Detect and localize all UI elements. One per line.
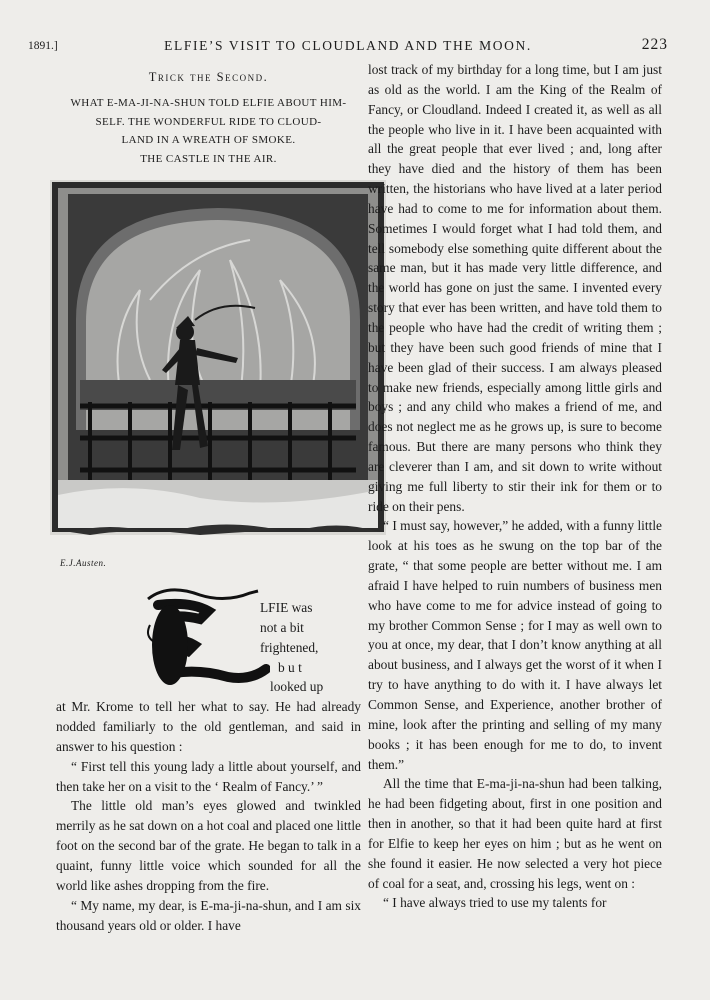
drop-line: not a bit	[260, 619, 304, 635]
paragraph: “ My name, my dear, is E-ma-ji-na-shun, and I am six thousand years old or older. I have	[56, 897, 361, 933]
page-number: 223	[641, 36, 668, 53]
header-title: ELFIE’S VISIT TO CLOUDLAND AND THE MOON.	[164, 38, 532, 53]
drop-line: b u t	[278, 659, 302, 675]
fireplace-illustration	[50, 180, 386, 535]
drop-line: looked up	[270, 679, 324, 695]
subhead-line: THE CASTLE IN THE AIR.	[140, 152, 277, 165]
running-header	[28, 36, 668, 58]
section-title: Trick the Second.	[148, 70, 269, 84]
section-subhead	[56, 94, 361, 168]
illustrator-signature: E.J.Austen.	[60, 558, 107, 568]
paragraph: The little old man’s eyes glowed and twinkled merrily as he sat down on a hot coal and placed one little foot on the second bar of the grate. He began to talk in a quaint, funny little voice which sounded for all the world like ashes dropping from the fire.	[56, 798, 361, 893]
right-column	[368, 60, 662, 913]
paragraph: lost track of my birthday for a long time, but I am just as old as the world. I am the King of the Realm of Fancy, or Cloudland. Indeed I created it, as well as all the people who live in it. I have been acquainted with all the great people that ever lived ; and, long after they have died and the history of them has been written, the historians who have lived at a later period have had to come to me for information about them. Sometimes I would forget what I had told them, and tell somebody else something quite different about the same man, but it has made very little difference, and the world has gone on just the same. I invented every story that ever has been written, and have told them to the people who have had the credit of writing them ; but they have been such good friends of mine that I have been glad of their success. I am always pleased to make new friends, especially among little girls and boys ; and any child who makes a friend of me, and does not neglect me as he grows up, is sure to become famous. But there are many persons who think they are cleverer than I am, and sit down to write without giving me full liberty to stir their ink for them or to ride on their pens.	[368, 62, 662, 514]
subhead-line: SELF. THE WONDERFUL RIDE TO CLOUD-	[95, 115, 322, 128]
drop-line: LFIE was	[260, 600, 313, 615]
paragraph: All the time that E-ma-ji-na-shun had been talking, he had been fidgeting about, first in one position and then in another, so that it had been quite hard at first for Elfie to keep her eyes on him ; but as he went on she found it easier. He now selected a very hot piece of coal for a seat, and, crossing his legs, went on :	[368, 776, 662, 891]
paragraph: “ First tell this young lady a little about yourself, and then take her on a visit to the ‘ Realm of Fancy.’ ”	[56, 758, 361, 794]
left-column-top	[56, 68, 361, 168]
drop-line: frightened,	[260, 639, 319, 655]
drop-paragraph-rest: at Mr. Krome to tell her what to say. He had already nodded familiarly to the old gentleman, and said in answer to his question :	[56, 699, 361, 754]
paragraph: “ I have always tried to use my talents for	[383, 895, 607, 911]
subhead-line: WHAT E-MA-JI-NA-SHUN TOLD ELFIE ABOUT HIM-	[70, 97, 347, 109]
header-year: 1891.]	[28, 40, 58, 52]
drop-paragraph	[56, 598, 361, 935]
paragraph: “ I must say, however,” he added, with a funny little look at his toes as he swung on the top bar of the grate, “ that some people are better without me. I am afraid I have helped to ruin numbers of business men who have come to me for advice instead of going to my brother Common Sense ; for I may as well own to you at once, my dear, that I don’t know anything at all about business, and I always get the worst of it when I try to have anything to do with it. I have always let Common Sense, and Experience, another brother of mine, look after the printing and selling of my many books ; it has been enough for me to do, to invent them.”	[368, 518, 662, 772]
drop-paragraph-text	[56, 598, 361, 757]
subhead-line: LAND IN A WREATH OF SMOKE.	[121, 134, 296, 146]
